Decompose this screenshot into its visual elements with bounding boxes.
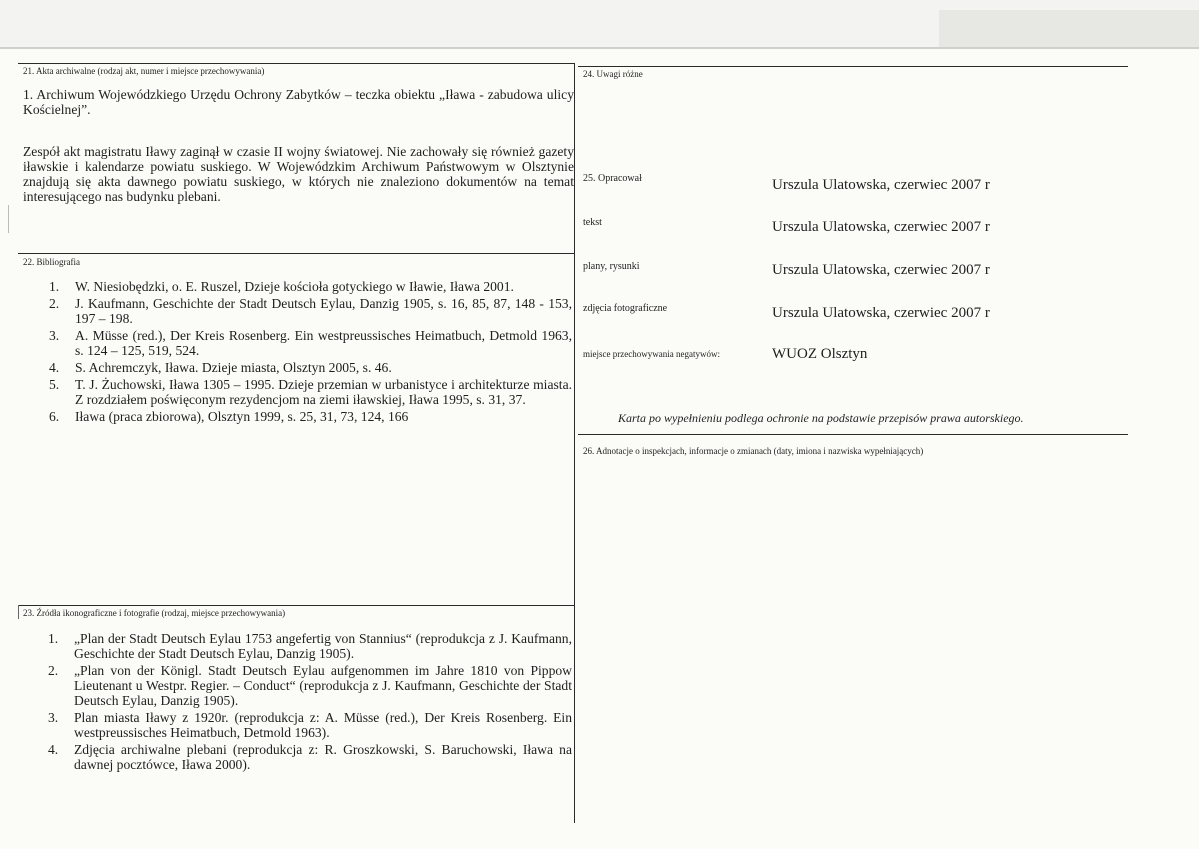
- list-text: W. Niesiobędzki, o. E. Ruszel, Dzieje kościoła gotyckiego w Iławie, Iława 2001.: [75, 279, 514, 294]
- scan-mark: [8, 205, 9, 233]
- list-item: [48, 742, 572, 772]
- list-number: 6.: [49, 409, 60, 424]
- list-number: 4.: [48, 742, 59, 757]
- list-item: [49, 409, 572, 424]
- list-number: 4.: [49, 360, 60, 375]
- section-21-paragraph-2: Zespół akt magistratu Iławy zaginął w czasie II wojny światowej. Nie zachowały się również gazety iławskie i kalendarze powiatu suskiego. W Wojewódzkim Archiwum Państwowym w Olsztynie znajdują się akta dawnego powiatu suskiego, w których nie znaleziono dokumentów na temat interesującego nas budynku plebani.: [23, 144, 574, 204]
- photographs-label: zdjęcia fotograficzne: [583, 303, 668, 314]
- plans-drawings-label: plany, rysunki: [583, 261, 640, 272]
- section-21-title: 21. Akta archiwalne (rodzaj akt, numer i miejsce przechowywania): [23, 66, 265, 76]
- section-23-title: 23. Źródła ikonograficzne i fotografie (rodzaj, miejsce przechowywania): [23, 608, 286, 618]
- list-item: [49, 296, 572, 326]
- section-24-title: 24. Uwagi różne: [583, 69, 643, 79]
- center-divider: [574, 63, 575, 823]
- list-number: 2.: [49, 296, 60, 311]
- list-text: Zdjęcia archiwalne plebani (reprodukcja z: R. Groszkowski, S. Baruchowski, Iława na dawnej pocztówce, Iława 2000).: [74, 742, 572, 772]
- scan-edge: [0, 47, 1199, 49]
- prepared-by-value: Urszula Ulatowska, czerwiec 2007 r: [772, 177, 990, 193]
- list-text: J. Kaufmann, Geschichte der Stadt Deutsch Eylau, Danzig 1905, s. 16, 85, 87, 148 - 153, 197 – 198.: [75, 296, 572, 326]
- section-21-paragraph-1: 1. Archiwum Wojewódzkiego Urzędu Ochrony Zabytków – teczka obiektu „Iława - zabudowa ulicy Kościelnej”.: [23, 87, 574, 117]
- copyright-note: Karta po wypełnieniu podlega ochronie na podstawie przepisów prawa autorskiego.: [618, 411, 1024, 425]
- prepared-by-label: 25. Opracował: [583, 173, 642, 184]
- list-text: „Plan von der Königl. Stadt Deutsch Eylau aufgenommen im Jahre 1810 von Pippow Lieutenant u Westpr. Regier. – Conduct“ (reprodukcja z J. Kaufmann, Geschichte der Stadt Deutsch Eylau, Danzig 1905).: [74, 663, 572, 708]
- list-number: 5.: [49, 377, 60, 392]
- photographs-value: Urszula Ulatowska, czerwiec 2007 r: [772, 305, 990, 321]
- list-number: 3.: [49, 328, 60, 343]
- list-text: „Plan der Stadt Deutsch Eylau 1753 angefertig von Stannius“ (reprodukcja z J. Kaufmann, Geschichte der Stadt Deutsch Eylau, Danzig 1905).: [74, 631, 572, 661]
- scan-shadow: [939, 10, 1199, 47]
- bibliography-list: [49, 279, 572, 426]
- list-number: 1.: [48, 631, 59, 646]
- iconography-list: [48, 631, 572, 774]
- list-item: [49, 360, 572, 375]
- list-item: [48, 663, 572, 708]
- list-text: A. Müsse (red.), Der Kreis Rosenberg. Ein westpreussisches Heimatbuch, Detmold 1963, s. 124 – 125, 519, 524.: [75, 328, 572, 358]
- list-number: 1.: [49, 279, 60, 294]
- scan-top-margin: [0, 0, 1199, 48]
- plans-drawings-value: Urszula Ulatowska, czerwiec 2007 r: [772, 262, 990, 278]
- list-number: 3.: [48, 710, 59, 725]
- section-22-top-rule: [18, 253, 574, 254]
- list-text: Plan miasta Iławy z 1920r. (reprodukcja z: A. Müsse (red.), Der Kreis Rosenberg. Ein westpreussisches Heimatbuch, Detmold 1963).: [74, 710, 572, 740]
- list-text: T. J. Żuchowski, Iława 1305 – 1995. Dzieje przemian w urbanistyce i architekturze miasta. Z rozdziałem poświęconym rezydencjom na ziemi iławskiej, Iława 1995, s. 31, 37.: [75, 377, 572, 407]
- negatives-location-value: WUOZ Olsztyn: [772, 346, 868, 362]
- section-23-top-rule: [18, 605, 574, 606]
- negatives-location-label: miejsce przechowywania negatywów:: [583, 349, 720, 359]
- list-item: [49, 279, 572, 294]
- list-item: [48, 710, 572, 740]
- list-item: [49, 377, 572, 407]
- section-21-top-rule: [18, 63, 574, 64]
- left-margin-line: [18, 605, 19, 619]
- list-item: [49, 328, 572, 358]
- section-24-top-rule: [578, 66, 1128, 67]
- list-text: Iława (praca zbiorowa), Olsztyn 1999, s. 25, 31, 73, 124, 166: [75, 409, 409, 424]
- list-item: [48, 631, 572, 661]
- section-26-top-rule: [578, 434, 1128, 435]
- text-label: tekst: [583, 217, 602, 228]
- section-26-title: 26. Adnotacje o inspekcjach, informacje o zmianach (daty, imiona i nazwiska wypełniających): [583, 446, 924, 456]
- section-22-title: 22. Bibliografia: [23, 257, 80, 267]
- list-number: 2.: [48, 663, 59, 678]
- text-value: Urszula Ulatowska, czerwiec 2007 r: [772, 219, 990, 235]
- list-text: S. Achremczyk, Iława. Dzieje miasta, Olsztyn 2005, s. 46.: [75, 360, 392, 375]
